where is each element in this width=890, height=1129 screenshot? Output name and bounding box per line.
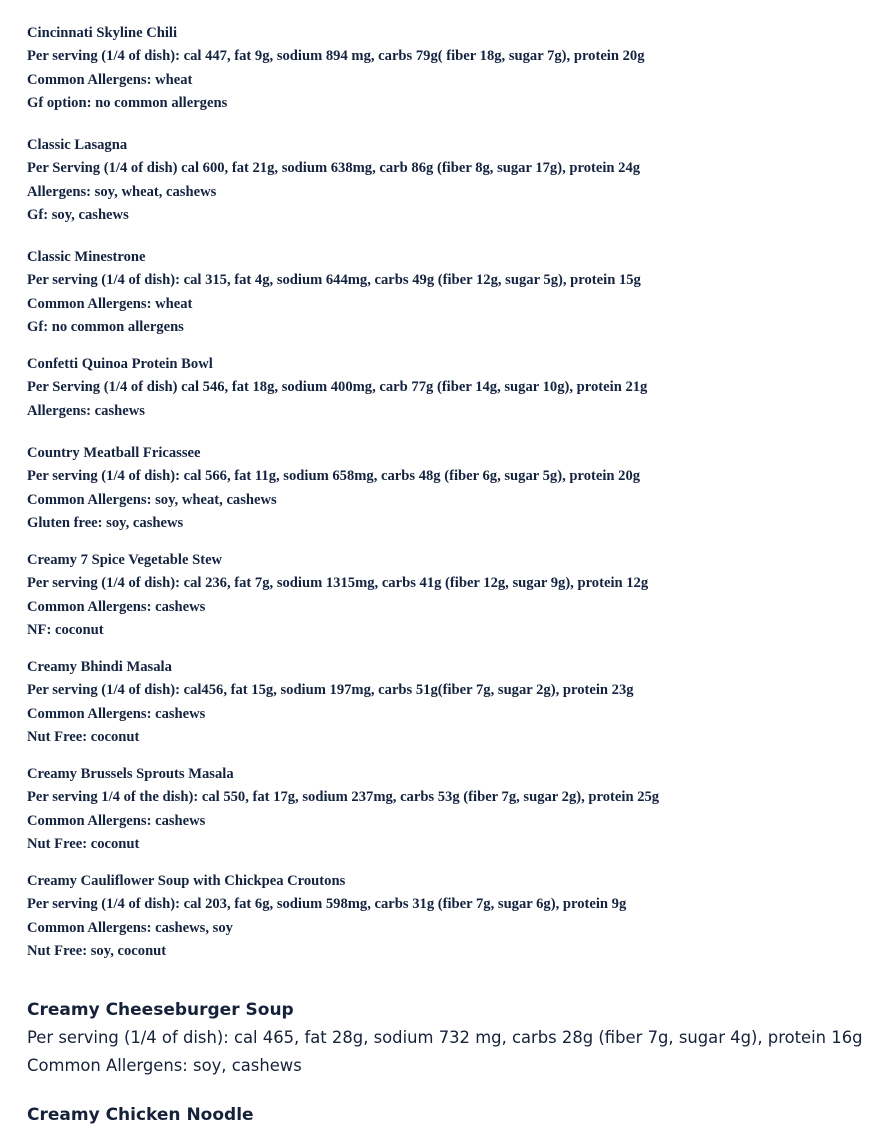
recipe-entry <box>27 549 648 642</box>
option-line: Nut Free: soy, coconut <box>27 942 167 959</box>
allergens-line: Common Allergens: soy, wheat, cashews <box>27 491 277 508</box>
recipe-title: Country Meatball Fricassee <box>27 445 201 461</box>
allergens-line: Common Allergens: cashews <box>27 705 206 722</box>
recipe-title: Creamy Bhindi Masala <box>27 659 172 675</box>
nutrition-line: Per serving 1/4 of the dish): cal 550, fat 17g, sodium 237mg, carbs 53g (fiber 7g, sugar 2g), protein 25g <box>27 789 660 806</box>
allergens-line: Common Allergens: wheat <box>27 71 193 88</box>
recipe-title: Creamy Cheeseburger Soup <box>27 1000 294 1020</box>
recipe-title: Confetti Quinoa Protein Bowl <box>27 356 213 372</box>
allergens-line: Common Allergens: cashews <box>27 598 206 615</box>
nutrition-line: Per serving (1/4 of dish): cal456, fat 15g, sodium 197mg, carbs 51g(fiber 7g, sugar 2g), protein 23g <box>27 682 634 699</box>
option-line: Gf: soy, cashews <box>27 206 129 223</box>
recipe-title: Cincinnati Skyline Chili <box>27 25 178 41</box>
option-line: Gluten free: soy, cashews <box>27 514 184 531</box>
option-line: NF: coconut <box>27 621 104 638</box>
recipe-title: Creamy Cauliflower Soup with Chickpea Croutons <box>27 873 346 889</box>
recipe-title: Creamy Chicken Noodle <box>27 1105 254 1125</box>
nutrition-line: Per serving (1/4 of dish): cal 465, fat 28g, sodium 732 mg, carbs 28g (fiber 7g, sugar 4g), protein 16g <box>27 1028 863 1047</box>
cutoff-recipe-title <box>27 1105 254 1125</box>
nutrition-line: Per serving (1/4 of dish): cal 236, fat 7g, sodium 1315mg, carbs 41g (fiber 12g, sugar 9g), protein 12g <box>27 575 649 592</box>
allergens-line: Common Allergens: cashews <box>27 812 206 829</box>
nutrition-line: Per serving (1/4 of dish): cal 315, fat 4g, sodium 644mg, carbs 49g (fiber 12g, sugar 5g), protein 15g <box>27 272 641 289</box>
featured-recipe-entry <box>27 996 863 1080</box>
allergens-line: Common Allergens: wheat <box>27 295 193 312</box>
recipe-entry <box>27 246 641 339</box>
recipe-entry <box>27 353 647 423</box>
nutrition-line: Per Serving (1/4 of dish) cal 600, fat 21g, sodium 638mg, carb 86g (fiber 8g, sugar 17g), protein 24g <box>27 160 641 177</box>
nutrition-line: Per Serving (1/4 of dish) cal 546, fat 18g, sodium 400mg, carb 77g (fiber 14g, sugar 10g), protein 21g <box>27 379 648 396</box>
recipe-entry <box>27 442 640 535</box>
option-line: Nut Free: coconut <box>27 835 140 852</box>
recipe-title: Classic Lasagna <box>27 137 128 153</box>
recipe-entry <box>27 763 659 856</box>
allergens-line: Common Allergens: cashews, soy <box>27 919 233 936</box>
recipe-title: Creamy 7 Spice Vegetable Stew <box>27 552 223 568</box>
option-line: Gf: no common allergens <box>27 318 184 335</box>
nutrition-line: Per serving (1/4 of dish): cal 447, fat 9g, sodium 894 mg, carbs 79g( fiber 18g, sugar 7g), protein 20g <box>27 48 645 65</box>
recipe-entry <box>27 656 634 749</box>
recipe-title: Classic Minestrone <box>27 249 146 265</box>
recipe-entry <box>27 134 640 227</box>
recipe-entry <box>27 870 626 963</box>
nutrition-line: Per serving (1/4 of dish): cal 566, fat 11g, sodium 658mg, carbs 48g (fiber 6g, sugar 5g), protein 20g <box>27 468 641 485</box>
option-line: Gf option: no common allergens <box>27 94 228 111</box>
allergens-line: Allergens: soy, wheat, cashews <box>27 183 217 200</box>
nutrition-line: Per serving (1/4 of dish): cal 203, fat 6g, sodium 598mg, carbs 31g (fiber 7g, sugar 6g), protein 9g <box>27 896 627 913</box>
allergens-line: Allergens: cashews <box>27 402 145 419</box>
recipe-entry <box>27 22 645 115</box>
allergens-line: Common Allergens: soy, cashews <box>27 1056 302 1075</box>
option-line: Nut Free: coconut <box>27 728 140 745</box>
recipe-title: Creamy Brussels Sprouts Masala <box>27 766 234 782</box>
